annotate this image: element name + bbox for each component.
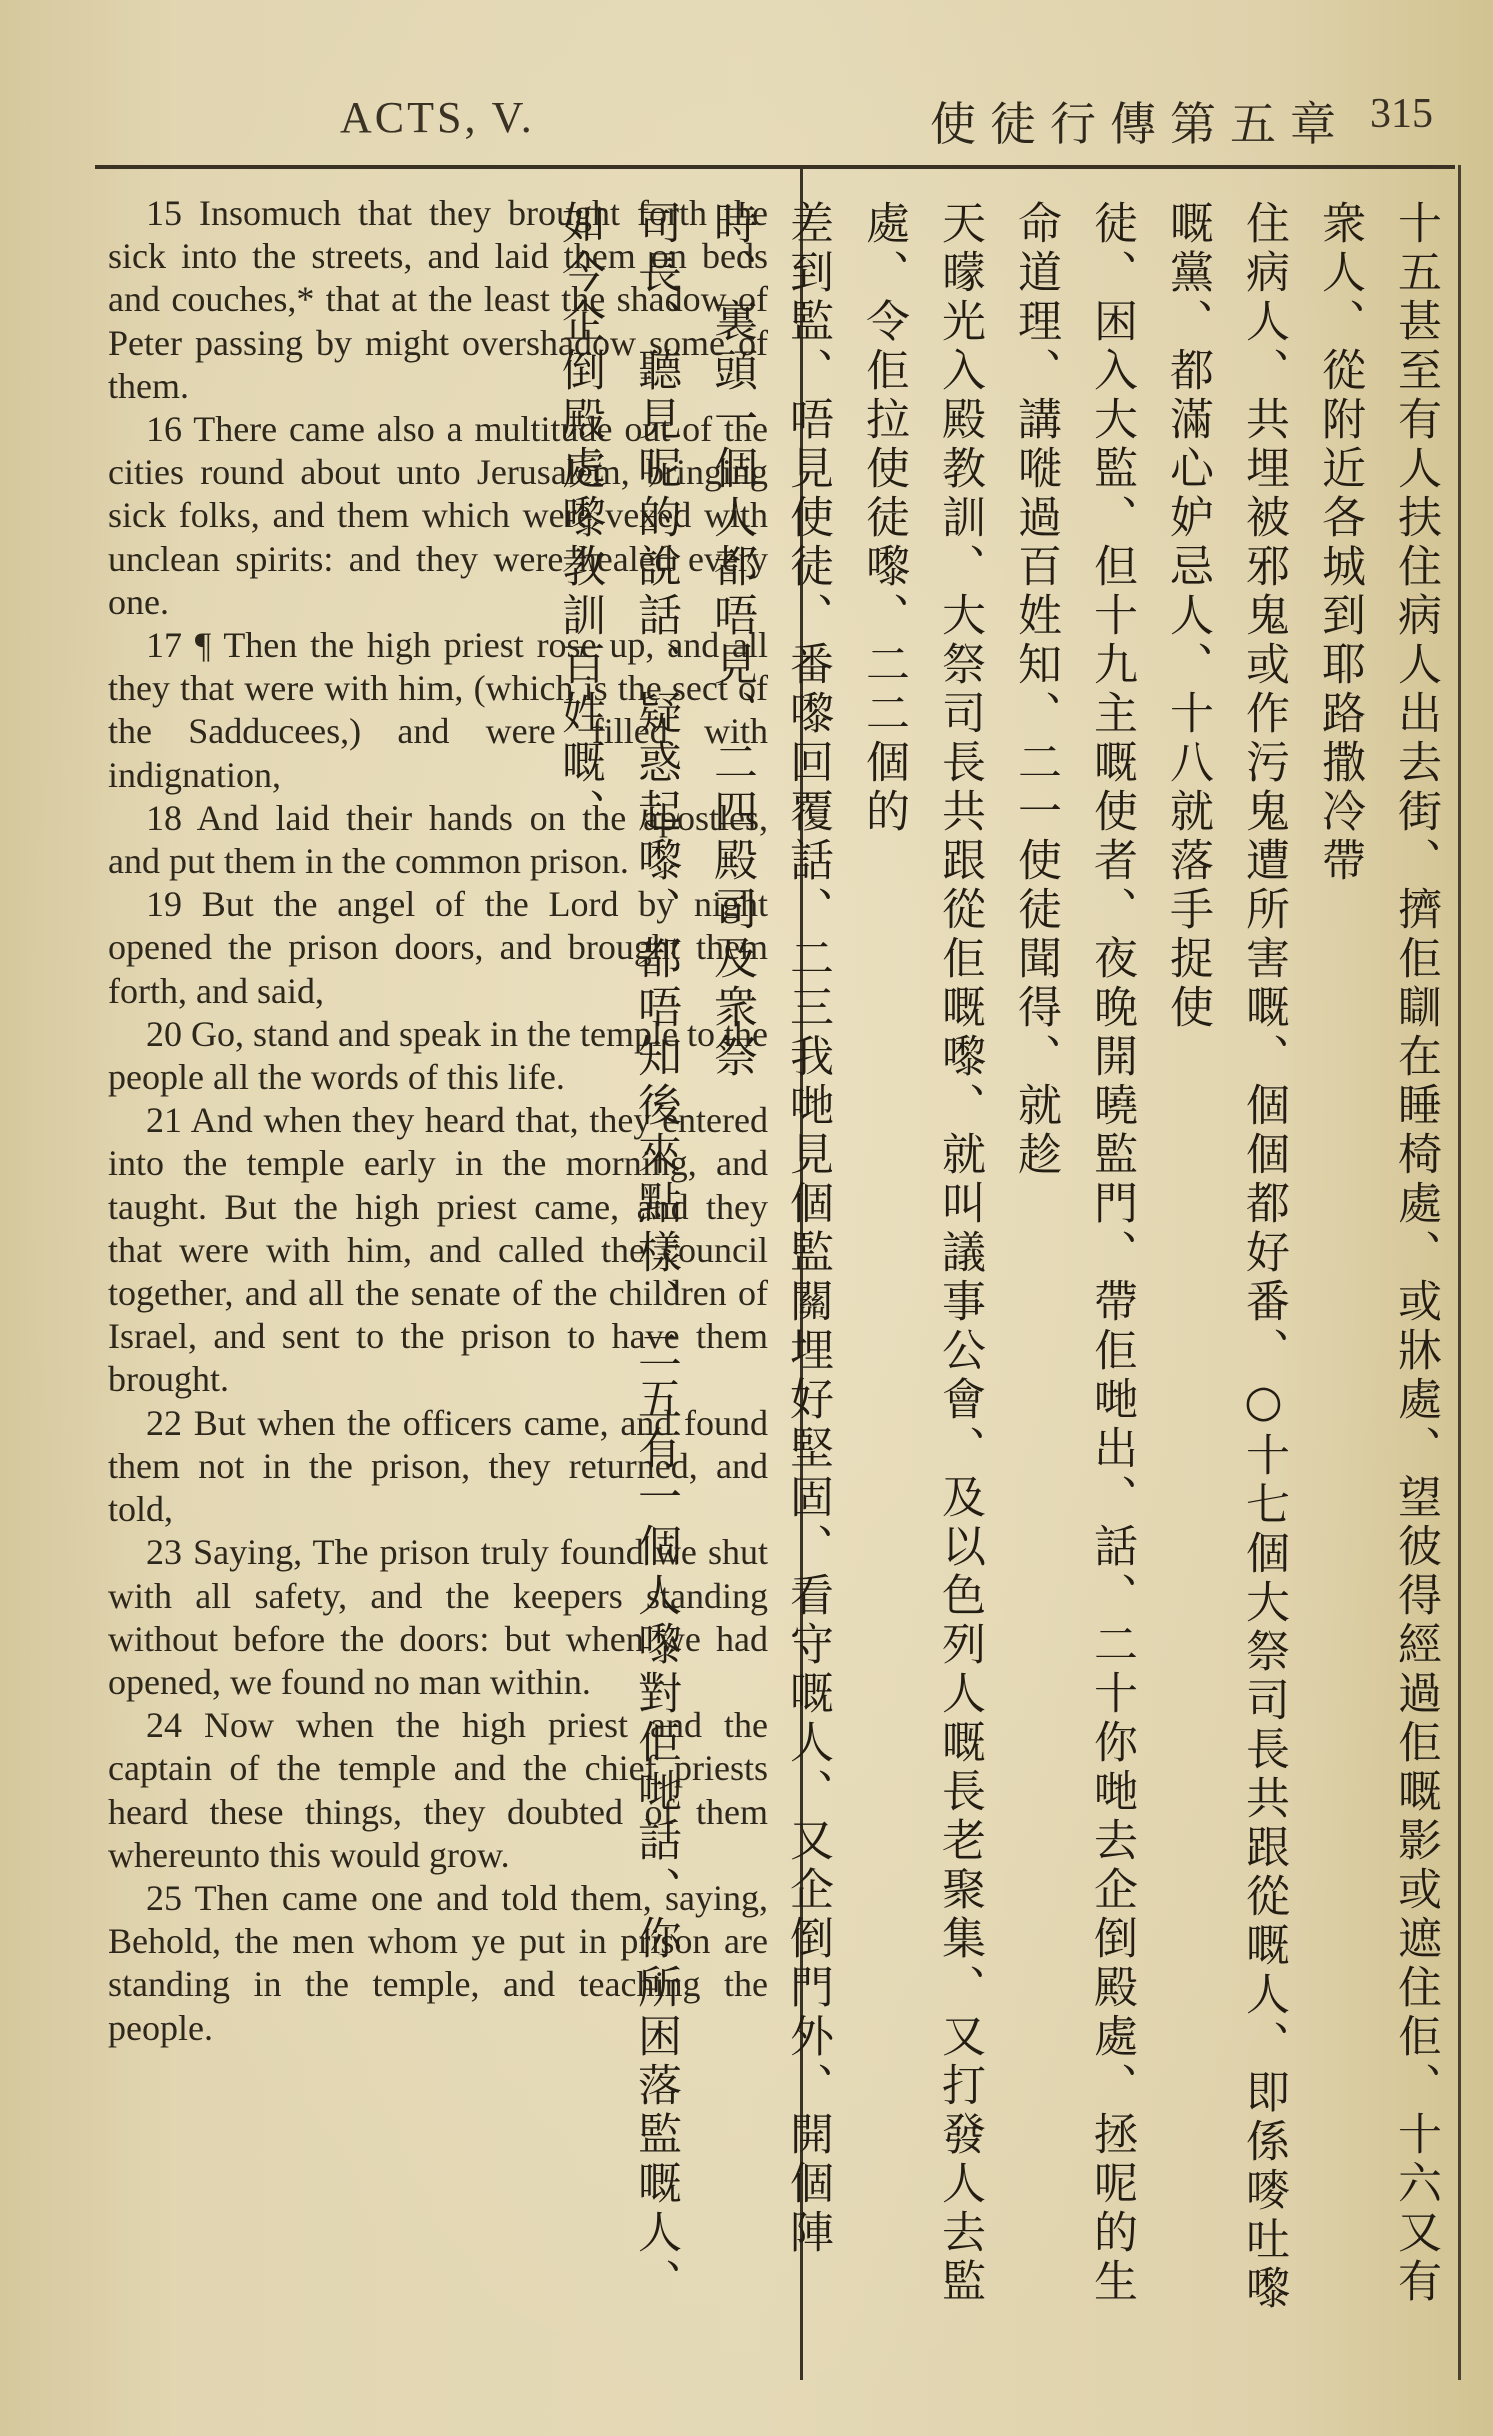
chinese-column-5: 差到監、唔見使徒、番嚟回覆話、二三我哋見個監關埋好堅固、看守嘅人、又企倒門外、開個陣時、裏頭一個人都唔見、二四殿司及衆祭 (706, 200, 833, 2258)
chinese-text-column (554, 200, 1453, 2350)
verse-17: 17 ¶ Then the high priest rose up, and all they that were with him, (which is the sect of the Sadducees,) and were filled with indignation, (108, 625, 768, 795)
chinese-column-6: 司長、聽見呢的說話、疑惑起嚟、都唔知後來點樣、二五有一個人嚟對佢哋話、你所困落監嘅人、如今企倒殿處嚟教訓百姓嘅、 (554, 200, 681, 2307)
chinese-column-3: 徒、困入大監、但十九主嘅使者、夜晚開曉監門、帶佢哋出、話、二十你哋去企倒殿處、拯呢的生命道理、講嘥過百姓知、二一使徒聞得、就趁 (1010, 200, 1137, 2307)
header-rule (95, 165, 1455, 169)
verse-15: 15 Insomuch that they brought forth the sick into the streets, and laid them on beds and couches,* that at the least the shadow of Peter passing by might overshadow some of them. (108, 193, 768, 406)
verse-21: 21 And when they heard that, they entered into the temple early in the morning, and taught. But the high priest came, and they that were with him, and called the council together, and all the senate of the children of Israel, and sent to the prison to have them brought. (108, 1100, 768, 1400)
verse-24: 24 Now when the high priest and the captain of the temple and the chief priests heard these things, they doubted of them whereunto this would grow. (108, 1705, 768, 1875)
verse-23: 23 Saying, The prison truly found we shut with all safety, and the keepers standing without before the doors: but when we had opened, we found no man within. (108, 1532, 768, 1702)
verse-16: 16 There came also a multitude out of the cities round about unto Jerusalem, bringing sick folks, and them which were vexed with unclean spirits: and they were healed every one. (108, 409, 768, 622)
running-header-english: ACTS, V. (340, 93, 535, 142)
verse-25: 25 Then came one and told them, saying, Behold, the men whom ye put in prison are standing in the temple, and teaching the people. (108, 1877, 768, 2048)
verse-22: 22 But when the officers came, and found them not in the prison, they returned, and told, (108, 1402, 768, 1530)
right-border-rule (1458, 165, 1461, 2380)
chinese-column-1: 十五甚至有人扶住病人出去街、擠佢瞓在睡椅處、或牀處、望彼得經過佢嘅影或遮住佢、十六又有衆人、從附近各城到耶路撒冷帶 (1314, 200, 1441, 2307)
verse-19: 19 But the angel of the Lord by night opened the prison doors, and brought them forth, and said, (108, 884, 768, 1011)
verse-18: 18 And laid their hands on the apostles, and put them in the common prison. (108, 797, 768, 882)
page-number: 315 (1370, 91, 1433, 137)
running-header-chinese: 使徒行傳第五章 (930, 97, 1350, 151)
chinese-column-2: 住病人、共埋被邪鬼或作污鬼遭所害嘅、個個都好番、○十七個大祭司長共跟從嘅人、即係嘜吐嚟嘅黨、都滿心妒忌人、十八就落手捉使 (1162, 200, 1289, 2314)
verse-20: 20 Go, stand and speak in the temple to the people all the words of this life. (108, 1013, 768, 1098)
chinese-column-4: 天曚光入殿教訓、大祭司長共跟從佢嘅嚟、就叫議事公會、及以色列人嘅長老聚集、又打發人去監處、令佢拉使徒嚟、二二個的 (858, 200, 985, 2307)
